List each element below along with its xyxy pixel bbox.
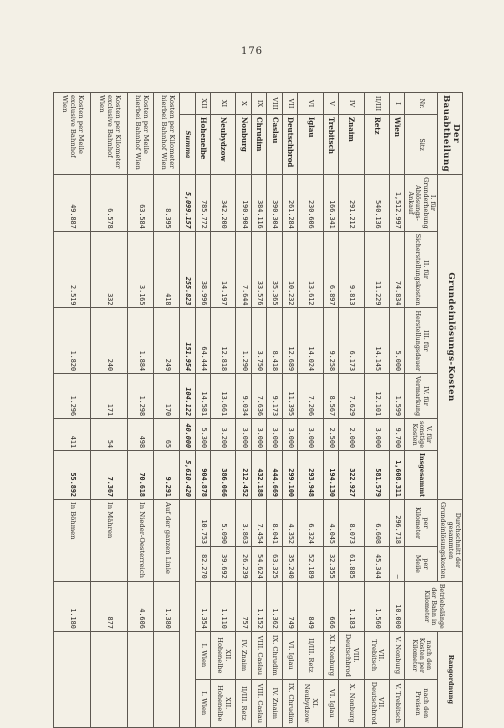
- cell-c5: 3.000: [236, 419, 251, 451]
- cell-sitz: Caslau: [267, 115, 282, 175]
- cost-c1: 49.887: [54, 175, 91, 232]
- cell-c4: 1.599: [390, 374, 405, 419]
- cell-per-km: 6.608: [364, 500, 389, 547]
- cell-rang-a: VI. Iglau: [282, 631, 297, 679]
- cell-rang-b: VI. Iglau: [323, 679, 338, 727]
- cell-c4: 14.581: [195, 374, 210, 419]
- cell-per-km: 3.863: [236, 500, 251, 547]
- cell-rang-b: X. Nonburg: [339, 679, 364, 727]
- cost-c5: 411: [54, 419, 91, 451]
- summa-c4: 104.122: [180, 374, 195, 419]
- cell-length: 1.110: [210, 581, 235, 631]
- cell-c4: 12.101: [364, 374, 389, 419]
- header-nr: Nr.: [405, 93, 437, 115]
- cost-row: [154, 93, 180, 728]
- cost-note: In Nieder-Oesterreich: [128, 500, 154, 582]
- table-row: [267, 93, 282, 728]
- cell-c3: 1.290: [236, 308, 251, 374]
- cell-nr: VIII: [267, 93, 282, 115]
- cell-empty: [154, 631, 180, 727]
- header-g2: II. für Sicherstellungskosten: [405, 231, 437, 308]
- cell-c1: 291.212: [339, 175, 364, 232]
- cell-empty: [91, 631, 128, 727]
- summa-total: 5,610.420: [180, 451, 195, 500]
- cell-rang-a: XI. Nonburg: [323, 631, 338, 679]
- table-row: [251, 93, 266, 728]
- cell-rang-b: I. Wien: [195, 679, 210, 727]
- cost-c4: 1.296: [54, 374, 91, 419]
- cell-total: 386.066: [210, 451, 235, 500]
- cell-c2: 38.996: [195, 231, 210, 308]
- cell-c2: 10.232: [282, 231, 297, 308]
- cell-sitz: Trebitsch: [323, 115, 338, 175]
- header-rangordnung: Rangordnung: [437, 631, 462, 727]
- cell-total: 293.948: [298, 451, 323, 500]
- cell-total: 299.100: [282, 451, 297, 500]
- header-grundeinloesung: Grundeinlösungs-Kosten: [437, 175, 462, 500]
- cell-c4: 9.034: [236, 374, 251, 419]
- cell-c1: 342.200: [210, 175, 235, 232]
- cell-c4: 7.636: [251, 374, 266, 419]
- cell-c3: 14.024: [298, 308, 323, 374]
- cell-c3: 3.750: [251, 308, 266, 374]
- cell-length: 10.000: [390, 581, 405, 631]
- header-insgesammt: Insgesammt: [405, 451, 437, 500]
- cell-c2: 14.197: [210, 231, 235, 308]
- cell-length: 749: [282, 581, 297, 631]
- cell-per-meile: 39.692: [210, 547, 235, 582]
- cost-note: In Mähren: [91, 500, 128, 582]
- cell-c4: 9.173: [267, 374, 282, 419]
- cost-c3: 249: [154, 308, 180, 374]
- cell-c1: 1,512.997: [390, 175, 405, 232]
- cost-c4: 1.298: [128, 374, 154, 419]
- cell-rang-a: VII. Trebitsch: [364, 631, 389, 679]
- cell-nr: I: [390, 93, 405, 115]
- cell-nr: IX: [251, 93, 266, 115]
- cell-c5: 2.500: [323, 419, 338, 451]
- cell-total: 904.878: [195, 451, 210, 500]
- table-row: [210, 93, 235, 728]
- table-row: [195, 93, 210, 728]
- cost-c2: 3.165: [128, 231, 154, 308]
- cell-c2: 6.897: [323, 231, 338, 308]
- cell-c2: 74.834: [390, 231, 405, 308]
- cost-c1: 63.584: [128, 175, 154, 232]
- cell-c3: 12.818: [210, 308, 235, 374]
- cell-per-km: 7.454: [251, 500, 266, 547]
- cell-length: 1.560: [364, 581, 389, 631]
- cost-note: Auf der ganzen Linie: [154, 500, 180, 582]
- cost-c3: 240: [91, 308, 128, 374]
- cost-length: 1.380: [154, 581, 180, 631]
- cell-total: 212.452: [236, 451, 251, 500]
- cost-length: 4.606: [128, 581, 154, 631]
- cell-c4: 7.206: [298, 374, 323, 419]
- cell-per-km: 296.718: [390, 500, 405, 547]
- cost-c1: 8.395: [154, 175, 180, 232]
- cell-c4: 7.629: [339, 374, 364, 419]
- cell-nr: II/III: [364, 93, 389, 115]
- cell-rang-b: IX. Chrudim: [282, 679, 297, 727]
- cell-rang-a: IX. Chrudim: [267, 631, 282, 679]
- statistics-table-rotated: [53, 92, 463, 725]
- table-row: [282, 93, 297, 728]
- header-betriebslaenge: Betriebslänge der Bahn in Kilometer: [405, 581, 463, 631]
- cost-row: [91, 93, 128, 728]
- cell-c3: 64.444: [195, 308, 210, 374]
- cell-c4: 8.567: [323, 374, 338, 419]
- cell-rang-a: VIII. Caslau: [251, 631, 266, 679]
- cell-c3: 12.689: [282, 308, 297, 374]
- cell-per-meile: 32.355: [323, 547, 338, 582]
- header-sitz: Sitz: [405, 115, 437, 175]
- cell-total: 581.579: [364, 451, 389, 500]
- summa-c2: 255.823: [180, 231, 195, 308]
- cell-sitz: Deutschbrod: [282, 115, 297, 175]
- cell-sitz: Nonburg: [236, 115, 251, 175]
- cell-rang-b: XII. Hohenelbe: [210, 679, 235, 727]
- cell-empty: [180, 93, 195, 115]
- header-rang-b: nach den Preisen: [405, 679, 437, 727]
- cost-total: 7.367: [91, 451, 128, 500]
- header-per-km: per Kilometer: [405, 500, 437, 547]
- cell-per-meile: 52.189: [298, 547, 323, 582]
- cell-length: 1.354: [195, 581, 210, 631]
- cost-c2: 2.519: [54, 231, 91, 308]
- cost-c4: 171: [91, 374, 128, 419]
- cell-per-meile: 61.885: [339, 547, 364, 582]
- cell-c3: 9.258: [323, 308, 338, 374]
- cell-c4: 13.661: [210, 374, 235, 419]
- cell-per-meile: —: [390, 547, 405, 582]
- cell-length: 849: [298, 581, 323, 631]
- cell-total: 444.669: [267, 451, 282, 500]
- cost-label: Kosten per Kilometer hierbei Bahnhof Wien: [154, 93, 180, 175]
- cost-label: Kosten per Meile exclusive Bahnhof Wien: [54, 93, 91, 175]
- cell-per-meile: 45.344: [364, 547, 389, 582]
- cell-total: 194.130: [323, 451, 338, 500]
- cost-total: 70.618: [128, 451, 154, 500]
- cell-c1: 390.304: [267, 175, 282, 232]
- cell-nr: VII: [282, 93, 297, 115]
- cell-c3: 14.145: [364, 308, 389, 374]
- cell-per-km: 6.324: [298, 500, 323, 547]
- cell-c4: 11.395: [282, 374, 297, 419]
- header-g1: I. für Grunderhebung Ablösungs-Ankauf: [405, 175, 437, 232]
- summa-label: Summa: [180, 115, 195, 175]
- cell-rang-a: V. Nonburg: [390, 631, 405, 679]
- cell-length: 757: [236, 581, 251, 631]
- cost-c1: 6.578: [91, 175, 128, 232]
- cost-c5: 65: [154, 419, 180, 451]
- cost-c5: 54: [91, 419, 128, 451]
- header-per-meile: per Meile: [405, 547, 437, 582]
- cell-per-meile: 35.240: [282, 547, 297, 582]
- header-g4: IV. für Vermarkung: [405, 374, 437, 419]
- summa-row: [180, 93, 195, 728]
- cell-per-km: 8.073: [339, 500, 364, 547]
- cell-c2: 11.229: [364, 231, 389, 308]
- cell-per-km: 4.352: [282, 500, 297, 547]
- cell-c1: 540.136: [364, 175, 389, 232]
- cell-length: 1.362: [267, 581, 282, 631]
- cell-c5: 3.000: [298, 419, 323, 451]
- cell-rang-a: XII. Hohenelbe: [210, 631, 235, 679]
- cell-c1: 190.904: [236, 175, 251, 232]
- cell-c5: 9.700: [390, 419, 405, 451]
- cell-c2: 13.612: [298, 231, 323, 308]
- cell-c3: 8.418: [267, 308, 282, 374]
- cell-c5: 2.000: [339, 419, 364, 451]
- cell-c2: 9.813: [339, 231, 364, 308]
- cell-per-meile: 26.239: [236, 547, 251, 582]
- cell-per-meile: 54.624: [251, 547, 266, 582]
- page-number: 176: [240, 46, 264, 57]
- cell-per-km: 8.041: [267, 500, 282, 547]
- cell-per-km: 4.045: [323, 500, 338, 547]
- cell-sitz: Retz: [364, 115, 389, 175]
- cost-row: [128, 93, 154, 728]
- cell-c5: 3.200: [210, 419, 235, 451]
- cell-per-km: 5.090: [210, 500, 235, 547]
- cell-c1: 261.284: [282, 175, 297, 232]
- cell-c2: 35.365: [267, 231, 282, 308]
- cost-label: Kosten per Meile hierbei Bahnhof Wien: [128, 93, 154, 175]
- summa-c3: 151.954: [180, 308, 195, 374]
- cell-total: 1,608.311: [390, 451, 405, 500]
- cell-c1: 230.606: [298, 175, 323, 232]
- cell-c2: 33.576: [251, 231, 266, 308]
- table-row: [339, 93, 364, 728]
- cell-nr: XI: [210, 93, 235, 115]
- table-row: [364, 93, 389, 728]
- cell-c2: 7.644: [236, 231, 251, 308]
- cell-sitz: Znaim: [339, 115, 364, 175]
- cell-c5: 3.000: [251, 419, 266, 451]
- header-g5: V. für sonstige Kosten: [405, 419, 437, 451]
- cell-nr: XII: [195, 93, 210, 115]
- cost-c4: 170: [154, 374, 180, 419]
- cell-rang-b: XI. Neubydzow: [298, 679, 323, 727]
- cell-length: 666: [323, 581, 338, 631]
- cell-rang-b: VIII. Caslau: [251, 679, 266, 727]
- cell-nr: VI: [298, 93, 323, 115]
- cell-c5: 5.300: [195, 419, 210, 451]
- cell-c3: 5.000: [390, 308, 405, 374]
- cell-rang-a: I. Wien: [195, 631, 210, 679]
- cell-c3: 6.173: [339, 308, 364, 374]
- cell-empty: [180, 500, 195, 728]
- cost-c5: 498: [128, 419, 154, 451]
- cost-total: 55.892: [54, 451, 91, 500]
- summa-c1: 5,099.157: [180, 175, 195, 232]
- cost-length: 877: [91, 581, 128, 631]
- cell-empty: [128, 631, 154, 727]
- cost-length: 1.180: [54, 581, 91, 631]
- cell-sitz: Iglau: [298, 115, 323, 175]
- cell-c1: 166.341: [323, 175, 338, 232]
- cell-per-meile: 82.270: [195, 547, 210, 582]
- table-row: [323, 93, 338, 728]
- cost-c2: 418: [154, 231, 180, 308]
- cell-c5: 3.000: [267, 419, 282, 451]
- header-rang-a: nach den Kosten per Kilometer: [405, 631, 437, 679]
- table-row: [298, 93, 323, 728]
- cell-sitz: Chrudim: [251, 115, 266, 175]
- cell-length: 1.152: [251, 581, 266, 631]
- cost-note: In Böhmen: [54, 500, 91, 582]
- cell-nr: V: [323, 93, 338, 115]
- cell-sitz: Hohenelbe: [195, 115, 210, 175]
- header-durchschnitt: Durchschnitt der gesammten Grundeinlösungskosten: [437, 500, 462, 582]
- cell-empty: [54, 631, 91, 727]
- cell-total: 432.188: [251, 451, 266, 500]
- cost-c2: 332: [91, 231, 128, 308]
- cell-c5: 3.000: [282, 419, 297, 451]
- cell-rang-b: IV. Znaim: [267, 679, 282, 727]
- cost-table: [53, 92, 463, 728]
- cell-nr: IV: [339, 93, 364, 115]
- cost-label: Kosten per Kilometer exclusive Bahnhof Wien: [91, 93, 128, 175]
- header-g3: III. für Herstellungsdauer: [405, 308, 437, 374]
- cost-c3: 1.884: [128, 308, 154, 374]
- table-row: [236, 93, 251, 728]
- cell-rang-b: V. Trebitsch: [390, 679, 405, 727]
- cell-length: 1.183: [339, 581, 364, 631]
- cell-rang-b: VII. Deutschbrod: [364, 679, 389, 727]
- cell-rang-b: II/III. Retz: [236, 679, 251, 727]
- cost-total: 9.291: [154, 451, 180, 500]
- cell-per-meile: 63.325: [267, 547, 282, 582]
- header-bauabtheilung: Der Bauabtheilung: [437, 93, 462, 175]
- cell-rang-a: II/III. Retz: [298, 631, 323, 679]
- cell-c1: 384.116: [251, 175, 266, 232]
- summa-c5: 40.000: [180, 419, 195, 451]
- cell-rang-a: IV. Znaim: [236, 631, 251, 679]
- cell-rang-a: VIII. Deutschbrod: [339, 631, 364, 679]
- cost-c3: 1.820: [54, 308, 91, 374]
- cell-sitz: Wien: [390, 115, 405, 175]
- cell-c1: 785.772: [195, 175, 210, 232]
- table-row: [390, 93, 405, 728]
- cell-per-km: 10.753: [195, 500, 210, 547]
- cell-sitz: Neubydzow: [210, 115, 235, 175]
- cell-total: 322.927: [339, 451, 364, 500]
- cell-nr: X: [236, 93, 251, 115]
- cell-c5: 3.000: [364, 419, 389, 451]
- cost-row: [54, 93, 91, 728]
